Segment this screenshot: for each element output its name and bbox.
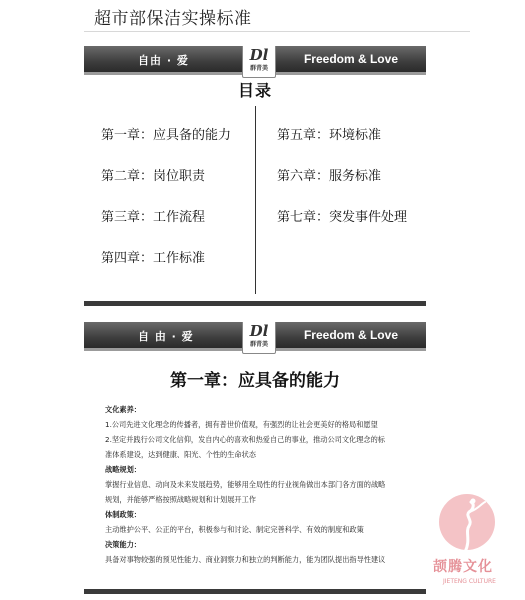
toc-slide	[84, 46, 426, 306]
body-line: 1.公司先进文化理念的传播者，拥有普世价值观，有强烈的让社会更美好的格局和愿望	[105, 420, 378, 429]
toc-item: 第三章：工作流程	[101, 210, 206, 225]
logo-mark: Dl	[249, 322, 269, 340]
toc-item: 第一章：应具备的能力	[101, 128, 232, 143]
slide-banner	[84, 46, 426, 75]
chapter-title: 第一章：应具备的能力	[170, 371, 340, 391]
dancer-logo-icon	[449, 498, 489, 554]
chapter-slide	[84, 322, 426, 594]
toc-right-column	[277, 128, 407, 251]
watermark-english: JIETENG CULTURE	[443, 578, 496, 585]
banner-right-text: Freedom & Love	[303, 52, 398, 66]
body-line: 规划，并能够严格按照战略规划和计划展开工作	[105, 495, 256, 504]
section-heading: 文化素养：	[105, 405, 141, 414]
logo-subtext: 群青美	[249, 341, 268, 348]
toc-item: 第四章：工作标准	[101, 251, 206, 266]
section-heading: 决策能力：	[105, 540, 141, 549]
publisher-watermark	[433, 492, 513, 598]
slide-bottom-bar	[84, 589, 426, 594]
body-line: 2.坚定并践行公司文化信仰，发自内心的喜欢和热爱自己的事业，推动公司文化理念的标	[105, 435, 385, 444]
body-line: 掌握行业信息、动向及未来发展趋势，能够用全局性的行业视角做出本部门各方面的战略	[105, 480, 386, 489]
toc-item: 第七章：突发事件处理	[277, 210, 408, 225]
section-heading: 体制政策：	[105, 510, 141, 519]
logo-subtext: 群青美	[249, 65, 268, 72]
banner-left-text: 自 由 · 爱	[138, 330, 194, 343]
chapter-body	[105, 402, 421, 567]
brand-logo	[242, 322, 276, 354]
toc-column-divider	[255, 106, 256, 294]
toc-item: 第五章：环境标准	[277, 128, 382, 143]
document-title: 超市部保洁实操标准	[94, 9, 252, 29]
slide-bottom-bar	[84, 301, 426, 306]
body-line: 准体系建设，达到健康、阳光、个性的生命状态	[105, 450, 256, 459]
title-divider	[84, 31, 470, 32]
watermark-name: 颉腾文化	[433, 559, 493, 575]
toc-left-column	[101, 128, 231, 292]
banner-left-text: 自由 · 爱	[138, 54, 189, 67]
toc-title: 目录	[237, 81, 272, 100]
slide-banner	[84, 322, 426, 351]
toc-item: 第六章：服务标准	[277, 169, 382, 184]
toc-item: 第二章：岗位职责	[101, 169, 206, 184]
body-line: 具备对事物较强的预见性能力、商业洞察力和独立的判断能力，能为团队提出指导性建议	[105, 555, 386, 564]
section-heading: 战略规划：	[105, 465, 141, 474]
banner-right-text: Freedom & Love	[303, 328, 398, 342]
body-line: 主动维护公平、公正的平台，积极参与和讨论、制定完善科学、有效的制度和政策	[105, 525, 364, 534]
brand-logo	[242, 46, 276, 78]
logo-mark: Dl	[249, 46, 269, 64]
